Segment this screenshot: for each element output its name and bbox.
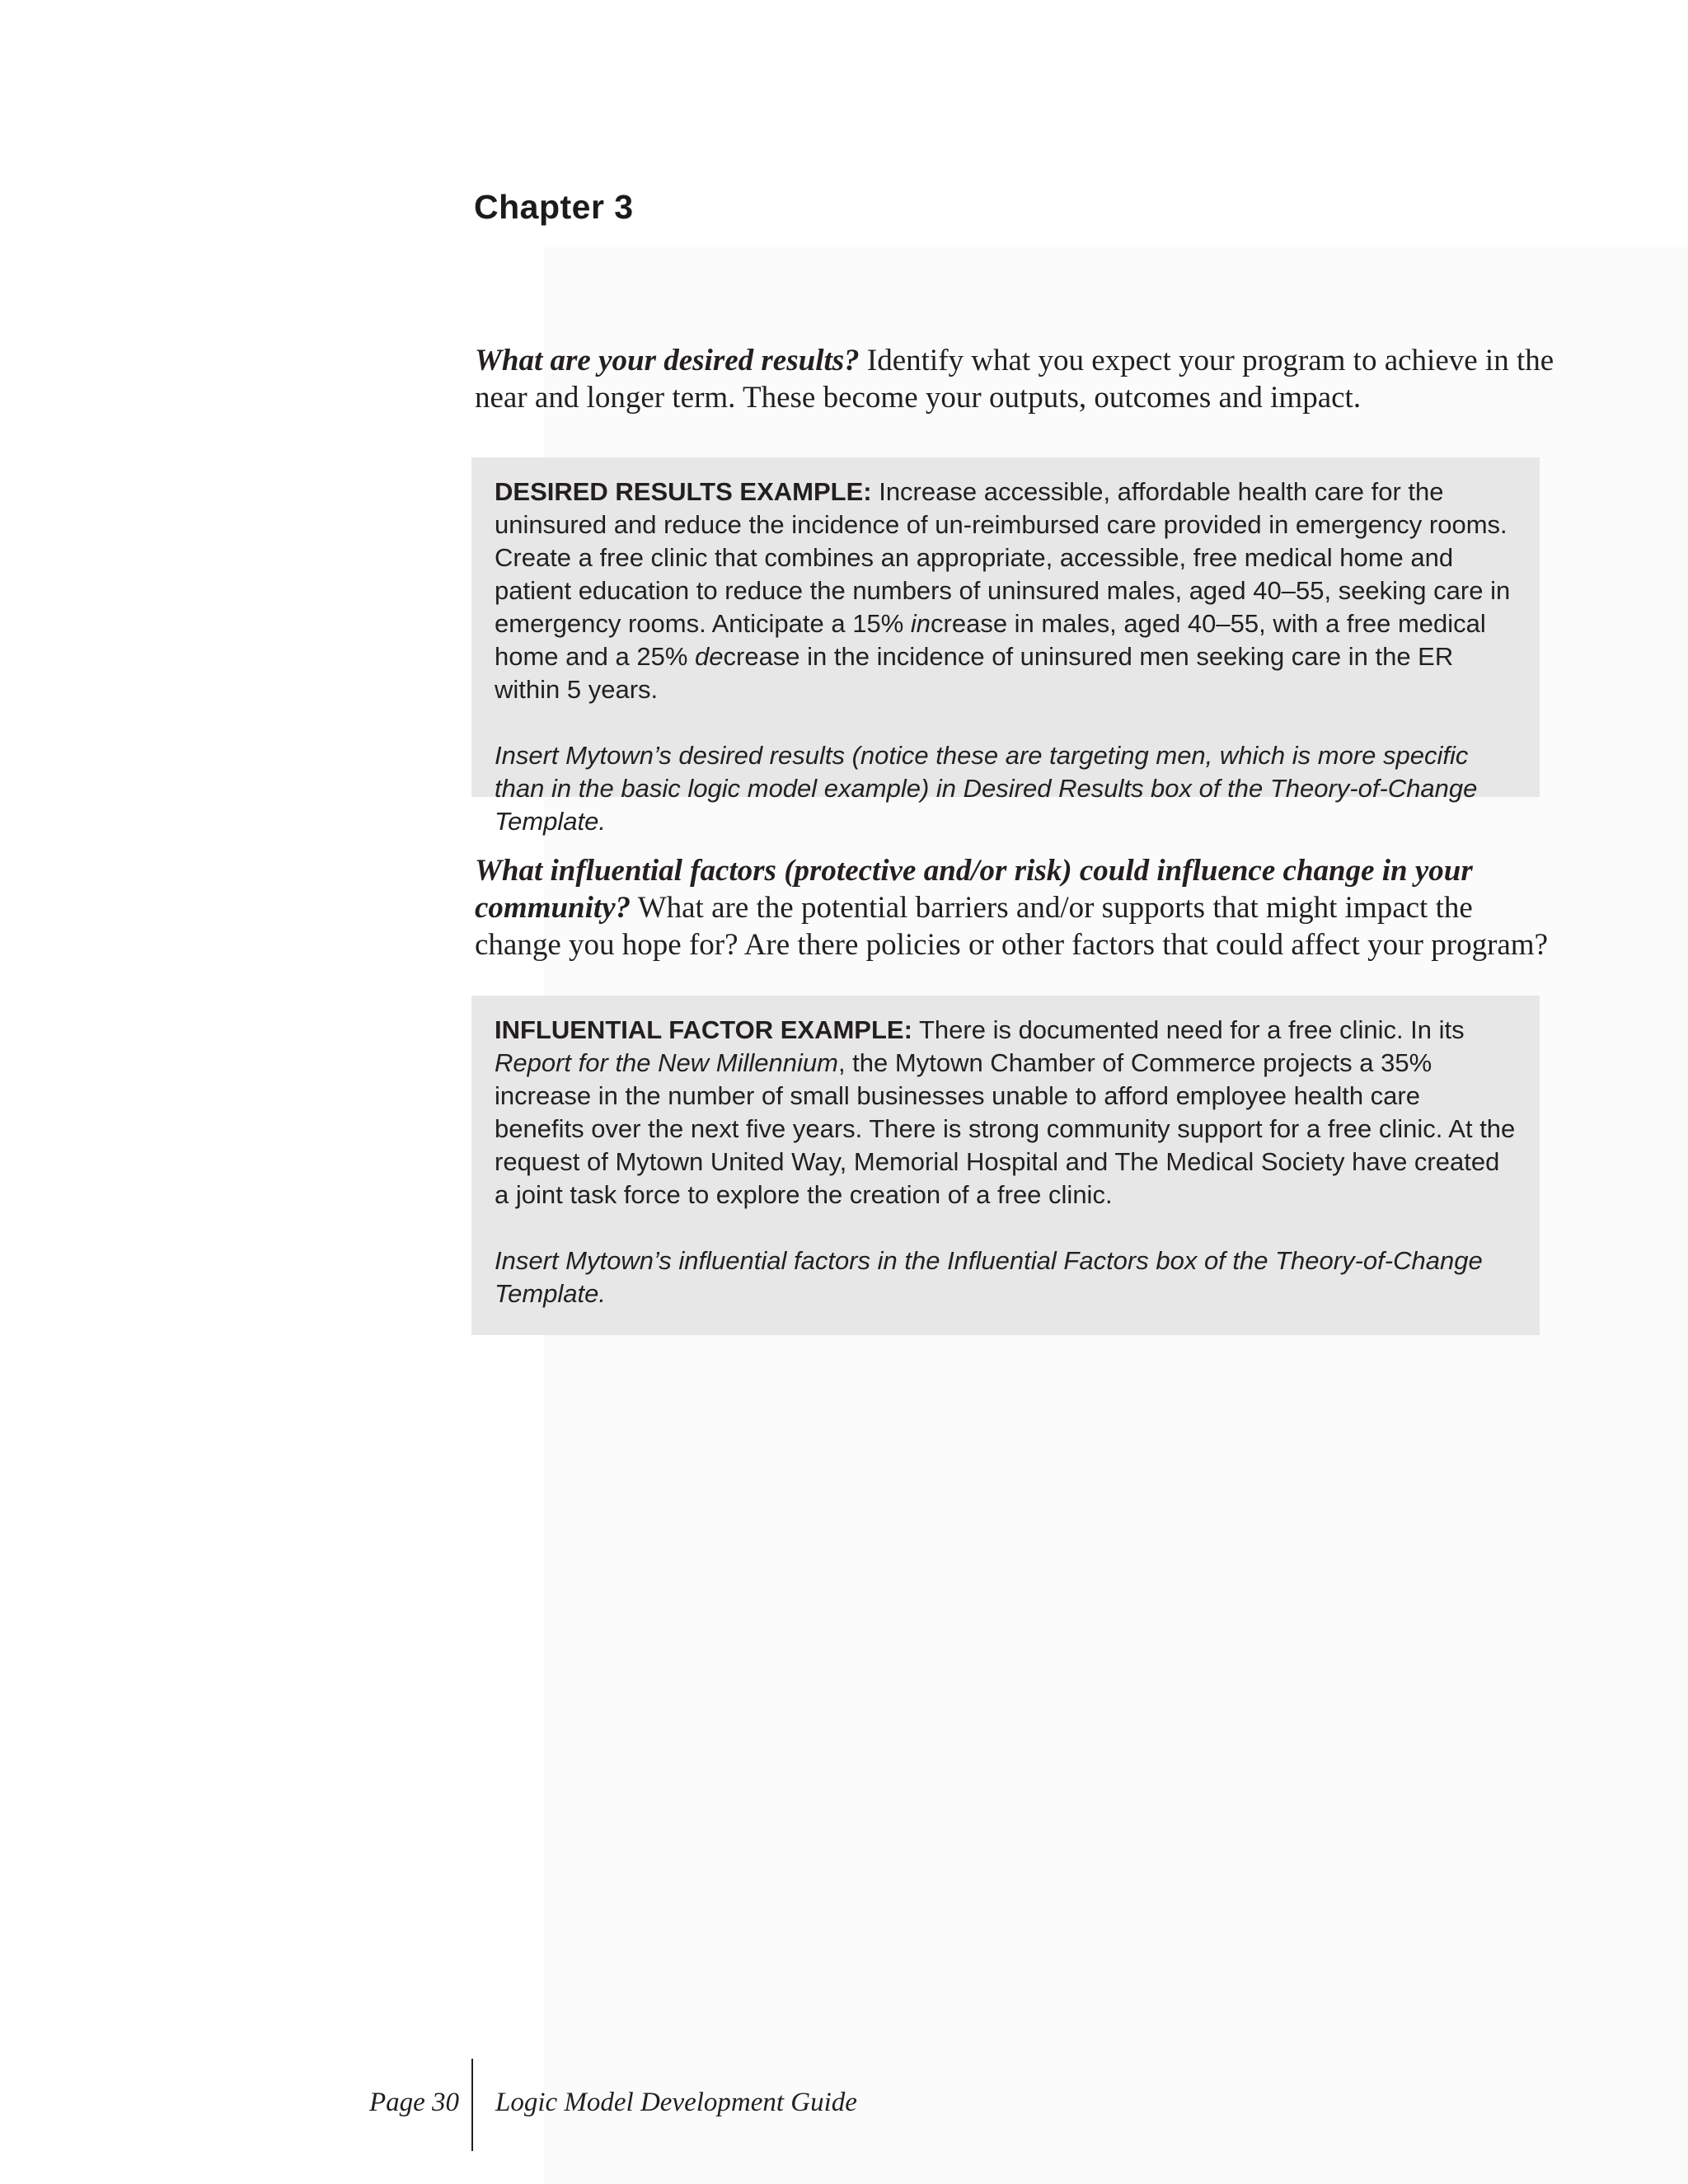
desired-results-question: What are your desired results?	[475, 344, 860, 377]
influential-factors-example-box	[471, 996, 1540, 1335]
guide-title: Logic Model Development Guide	[495, 2088, 857, 2117]
influential-factors-question: What influential factors (protective and/or risk) could influence change in your community?	[475, 854, 1473, 925]
example-text-part: Increase accessible, affordable health care for the uninsured and reduce the incidence of un-reimbursed care provided in emergency rooms. Create a free clinic that combines an appropriate, accessible, free medical home and patient education to reduce the numbers of uninsured males, aged 40–55, seeking care in emergency rooms. Anticipate a 15%	[495, 477, 1511, 638]
influential-factors-paragraph	[475, 852, 1563, 963]
influential-factors-example-lead: INFLUENTIAL FACTOR EXAMPLE:	[495, 1015, 912, 1044]
desired-results-example-text	[495, 476, 1517, 706]
desired-results-paragraph	[475, 342, 1563, 416]
page-number: Page 30	[369, 2088, 460, 2117]
example-emphasis-in: in	[910, 609, 931, 638]
influential-factors-text: What are the potential barriers and/or supports that might impact the change you hope for? Are there policies or other factors that could affect your program?	[475, 891, 1549, 962]
example-text-part: crease in males, aged 40–55, with a free medical home and a 25%	[495, 609, 1486, 671]
example-text-part: , the Mytown Chamber of Commerce projects a 35% increase in the number of small businesses unable to afford employee health care benefits over the next five years. There is strong community support for a free clinic. At the request of Mytown United Way, Memorial Hospital and The Medical Society have created a joint task force to explore the creation of a free clinic.	[495, 1048, 1516, 1209]
example-text-part: There is documented need for a free clinic. In its	[912, 1015, 1465, 1044]
influential-factors-instruction: Insert Mytown’s influential factors in the Influential Factors box of the Theory-of-Change Template.	[495, 1246, 1483, 1308]
desired-results-instruction: Insert Mytown’s desired results (notice these are targeting men, which is more specific than in the basic logic model example) in Desired Results box of the Theory-of-Change Template.	[495, 741, 1478, 836]
desired-results-text: Identify what you expect your program to achieve in the near and longer term. These become your outputs, outcomes and impact.	[475, 344, 1554, 415]
chapter-heading: Chapter 3	[474, 188, 634, 226]
desired-results-example-lead: DESIRED RESULTS EXAMPLE:	[495, 477, 872, 506]
influential-factors-example-text	[495, 1014, 1517, 1212]
footer-divider	[471, 2059, 473, 2151]
example-emphasis-de: de	[695, 642, 724, 671]
desired-results-example-box	[471, 457, 1540, 836]
example-text-part: crease in the incidence of uninsured men seeking care in the ER within 5 years.	[495, 642, 1454, 704]
report-title: Report for the New Millennium	[495, 1048, 838, 1077]
